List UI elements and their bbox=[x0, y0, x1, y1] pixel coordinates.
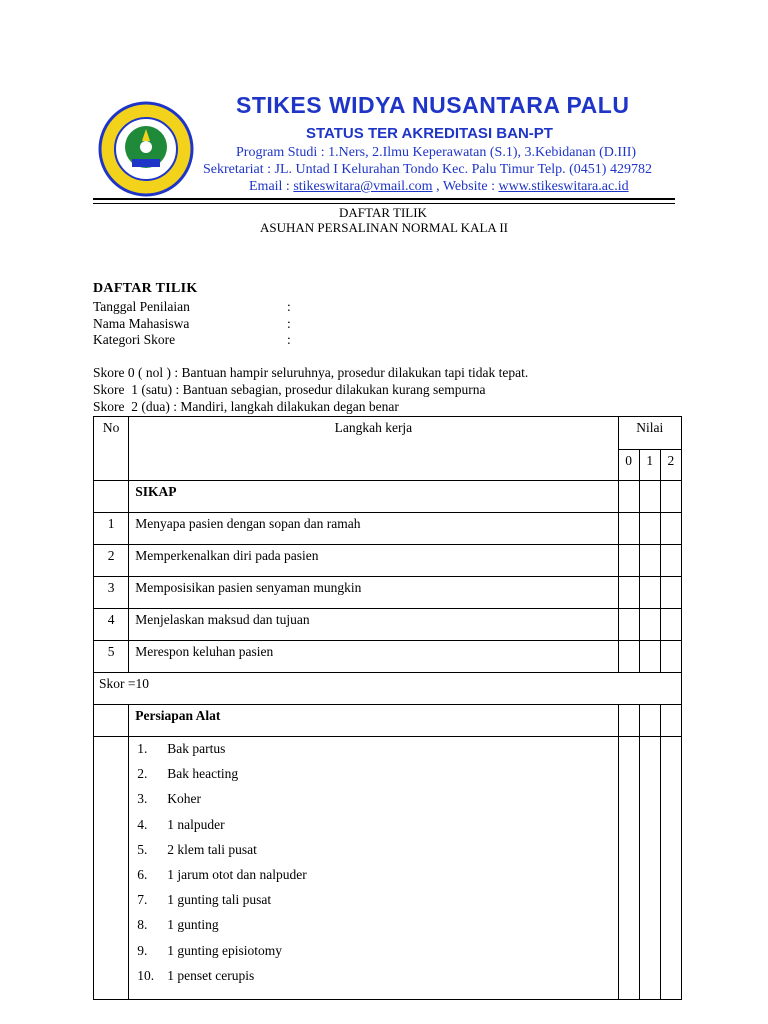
score-cell[interactable] bbox=[660, 577, 681, 609]
row-number: 2 bbox=[94, 545, 129, 577]
list-item bbox=[137, 865, 609, 890]
website-label: , Website : bbox=[432, 179, 499, 194]
score-cell[interactable] bbox=[660, 545, 681, 577]
score-cell[interactable] bbox=[639, 577, 660, 609]
header-divider-thin bbox=[93, 203, 675, 204]
score-legend-2: Skore 2 (dua) : Mandiri, langkah dilakukan degan benar bbox=[93, 399, 399, 414]
field-label: Nama Mahasiswa bbox=[93, 316, 190, 331]
item-number: 3. bbox=[137, 791, 148, 807]
header-score-1: 1 bbox=[639, 450, 660, 481]
score-legend-1: Skore 1 (satu) : Bantuan sebagian, prosedur dilakukan kurang sempurna bbox=[93, 382, 486, 397]
item-number: 2. bbox=[137, 766, 148, 782]
list-item bbox=[137, 739, 609, 764]
row-number: 1 bbox=[94, 513, 129, 545]
item-number: 1. bbox=[137, 741, 148, 756]
field-separator: : bbox=[287, 299, 291, 314]
field-nama-mahasiswa[interactable] bbox=[93, 316, 291, 332]
list-item bbox=[137, 890, 609, 915]
table-row bbox=[94, 545, 682, 577]
score-cell[interactable] bbox=[660, 513, 681, 545]
item-text: 1 gunting bbox=[167, 917, 219, 933]
document-subtitle: ASUHAN PERSALINAN NORMAL KALA II bbox=[260, 220, 508, 235]
score-cell[interactable] bbox=[660, 705, 681, 737]
item-text: 1 gunting tali pusat bbox=[167, 892, 272, 908]
email-label: Email : bbox=[249, 179, 294, 194]
score-cell[interactable] bbox=[639, 481, 660, 513]
score-cell[interactable] bbox=[639, 737, 660, 1000]
empty-cell bbox=[94, 705, 129, 737]
header-score-0: 0 bbox=[618, 450, 639, 481]
score-cell[interactable] bbox=[618, 513, 639, 545]
score-cell[interactable] bbox=[660, 737, 681, 1000]
field-label: Kategori Skore bbox=[93, 332, 176, 347]
field-separator: : bbox=[287, 316, 291, 331]
list-item bbox=[137, 966, 609, 991]
item-text: Bak partus bbox=[167, 741, 226, 756]
item-text: 2 klem tali pusat bbox=[167, 841, 257, 857]
score-cell[interactable] bbox=[639, 545, 660, 577]
item-number: 4. bbox=[137, 816, 148, 832]
score-cell[interactable] bbox=[660, 481, 681, 513]
field-tanggal-penilaian[interactable] bbox=[93, 299, 291, 315]
list-item bbox=[137, 764, 609, 789]
table-row bbox=[94, 609, 682, 641]
score-total-row bbox=[94, 673, 682, 705]
section-title-alat: Persiapan Alat bbox=[129, 705, 618, 737]
score-cell[interactable] bbox=[660, 609, 681, 641]
score-total: Skor =10 bbox=[94, 673, 682, 705]
document-title: DAFTAR TILIK bbox=[339, 205, 427, 220]
field-separator: : bbox=[287, 332, 291, 347]
header-divider-thick bbox=[93, 198, 675, 200]
score-cell[interactable] bbox=[618, 609, 639, 641]
header-score-2: 2 bbox=[660, 450, 681, 481]
header-langkah-kerja: Langkah kerja bbox=[129, 417, 618, 481]
item-text: 1 nalpuder bbox=[167, 816, 225, 832]
score-cell[interactable] bbox=[618, 481, 639, 513]
item-number: 6. bbox=[137, 866, 148, 882]
item-number: 5. bbox=[137, 841, 148, 857]
tools-row bbox=[94, 737, 682, 1000]
score-cell[interactable] bbox=[639, 705, 660, 737]
row-step: Merespon keluhan pasien bbox=[129, 641, 618, 673]
section-row-alat bbox=[94, 705, 682, 737]
institution-name: STIKES WIDYA NUSANTARA PALU bbox=[236, 92, 630, 118]
contact-line bbox=[249, 179, 629, 195]
table-row bbox=[94, 513, 682, 545]
row-step: Memperkenalkan diri pada pasien bbox=[129, 545, 618, 577]
field-kategori-skore[interactable] bbox=[93, 332, 291, 348]
score-legend-0: Skore 0 ( nol ) : Bantuan hampir seluruhnya, prosedur dilakukan tapi tidak tepat. bbox=[93, 365, 529, 380]
table-row bbox=[94, 641, 682, 673]
score-cell[interactable] bbox=[618, 545, 639, 577]
program-list: Program Studi : 1.Ners, 2.Ilmu Keperawatan (S.1), 3.Kebidanan (D.III) bbox=[236, 145, 637, 160]
row-number: 4 bbox=[94, 609, 129, 641]
list-item bbox=[137, 789, 609, 814]
score-cell[interactable] bbox=[618, 737, 639, 1000]
table-row bbox=[94, 577, 682, 609]
row-number: 3 bbox=[94, 577, 129, 609]
section-row-sikap bbox=[94, 481, 682, 513]
item-text: Koher bbox=[167, 791, 201, 807]
table-header-row bbox=[94, 417, 682, 450]
item-number: 10. bbox=[137, 967, 155, 983]
item-number: 7. bbox=[137, 892, 148, 908]
item-text: 1 jarum otot dan nalpuder bbox=[167, 866, 307, 882]
website-link[interactable]: www.stikeswitara.ac.id bbox=[498, 179, 629, 194]
header-no: No bbox=[94, 417, 129, 481]
email-link[interactable]: stikeswitara@vmail.com bbox=[293, 179, 433, 194]
row-step: Menyapa pasien dengan sopan dan ramah bbox=[129, 513, 618, 545]
row-step: Menjelaskan maksud dan tujuan bbox=[129, 609, 618, 641]
score-cell[interactable] bbox=[618, 641, 639, 673]
accreditation-status: STATUS TER AKREDITASI BAN-PT bbox=[306, 125, 553, 142]
list-item bbox=[137, 915, 609, 940]
field-label: Tanggal Penilaian bbox=[93, 299, 190, 314]
score-cell[interactable] bbox=[618, 705, 639, 737]
row-step: Memposisikan pasien senyaman mungkin bbox=[129, 577, 618, 609]
row-number: 5 bbox=[94, 641, 129, 673]
tools-list bbox=[129, 737, 618, 1000]
score-cell[interactable] bbox=[660, 641, 681, 673]
item-text: 1 penset cerupis bbox=[167, 967, 255, 983]
score-cell[interactable] bbox=[639, 513, 660, 545]
score-cell[interactable] bbox=[618, 577, 639, 609]
list-item bbox=[137, 840, 609, 865]
section-title-sikap: SIKAP bbox=[129, 481, 618, 513]
header-nilai: Nilai bbox=[618, 417, 681, 450]
secretariat-address: Sekretariat : JL. Untad I Kelurahan Tondo Kec. Palu Timur Telp. (0451) 429782 bbox=[203, 162, 652, 177]
form-heading: DAFTAR TILIK bbox=[93, 281, 198, 296]
item-text: Bak heacting bbox=[167, 766, 239, 782]
item-number: 9. bbox=[137, 942, 148, 958]
institution-logo bbox=[92, 101, 200, 197]
item-number: 8. bbox=[137, 917, 148, 933]
list-item bbox=[137, 941, 609, 966]
score-cell[interactable] bbox=[639, 641, 660, 673]
checklist-table bbox=[93, 416, 682, 1000]
item-text: 1 gunting episiotomy bbox=[167, 942, 282, 958]
empty-cell bbox=[94, 737, 129, 1000]
score-cell[interactable] bbox=[639, 609, 660, 641]
empty-cell bbox=[94, 481, 129, 513]
list-item bbox=[137, 815, 609, 840]
